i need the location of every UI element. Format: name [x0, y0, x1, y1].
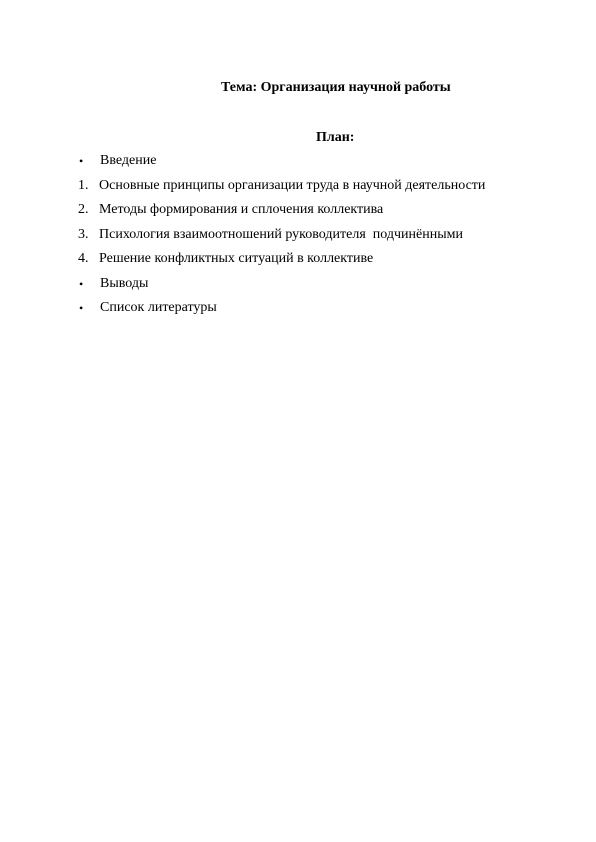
plan-item-text: Выводы [100, 275, 149, 291]
plan-item-2 [78, 201, 485, 226]
plan-item-text: Основные принципы организации труда в научной деятельности [99, 177, 486, 193]
plan-item-references [78, 299, 485, 324]
plan-item-text: Психология взаимоотношений руководителя подчинёнными [99, 226, 463, 242]
plan-item-4 [78, 250, 485, 275]
plan-list [78, 152, 485, 324]
plan-item-text: Методы формирования и сплочения коллектива [99, 202, 384, 217]
document-title: Тема: Организация научной работы [221, 80, 451, 95]
plan-heading: План: [316, 130, 355, 145]
plan-item-introduction [78, 152, 485, 177]
bullet-marker: • [79, 301, 84, 315]
plan-item-text: Список литературы [100, 300, 217, 315]
plan-item-conclusions [78, 275, 485, 300]
number-marker: 1. [78, 177, 89, 193]
number-marker: 4. [78, 251, 89, 266]
plan-item-text: Решение конфликтных ситуаций в коллективе [99, 251, 374, 266]
bullet-marker: • [79, 154, 84, 168]
plan-item-text: Введение [100, 153, 157, 168]
plan-item-3 [78, 226, 485, 251]
number-marker: 2. [78, 202, 89, 217]
bullet-marker: • [79, 276, 84, 291]
plan-item-1 [78, 177, 485, 202]
number-marker: 3. [78, 226, 89, 242]
